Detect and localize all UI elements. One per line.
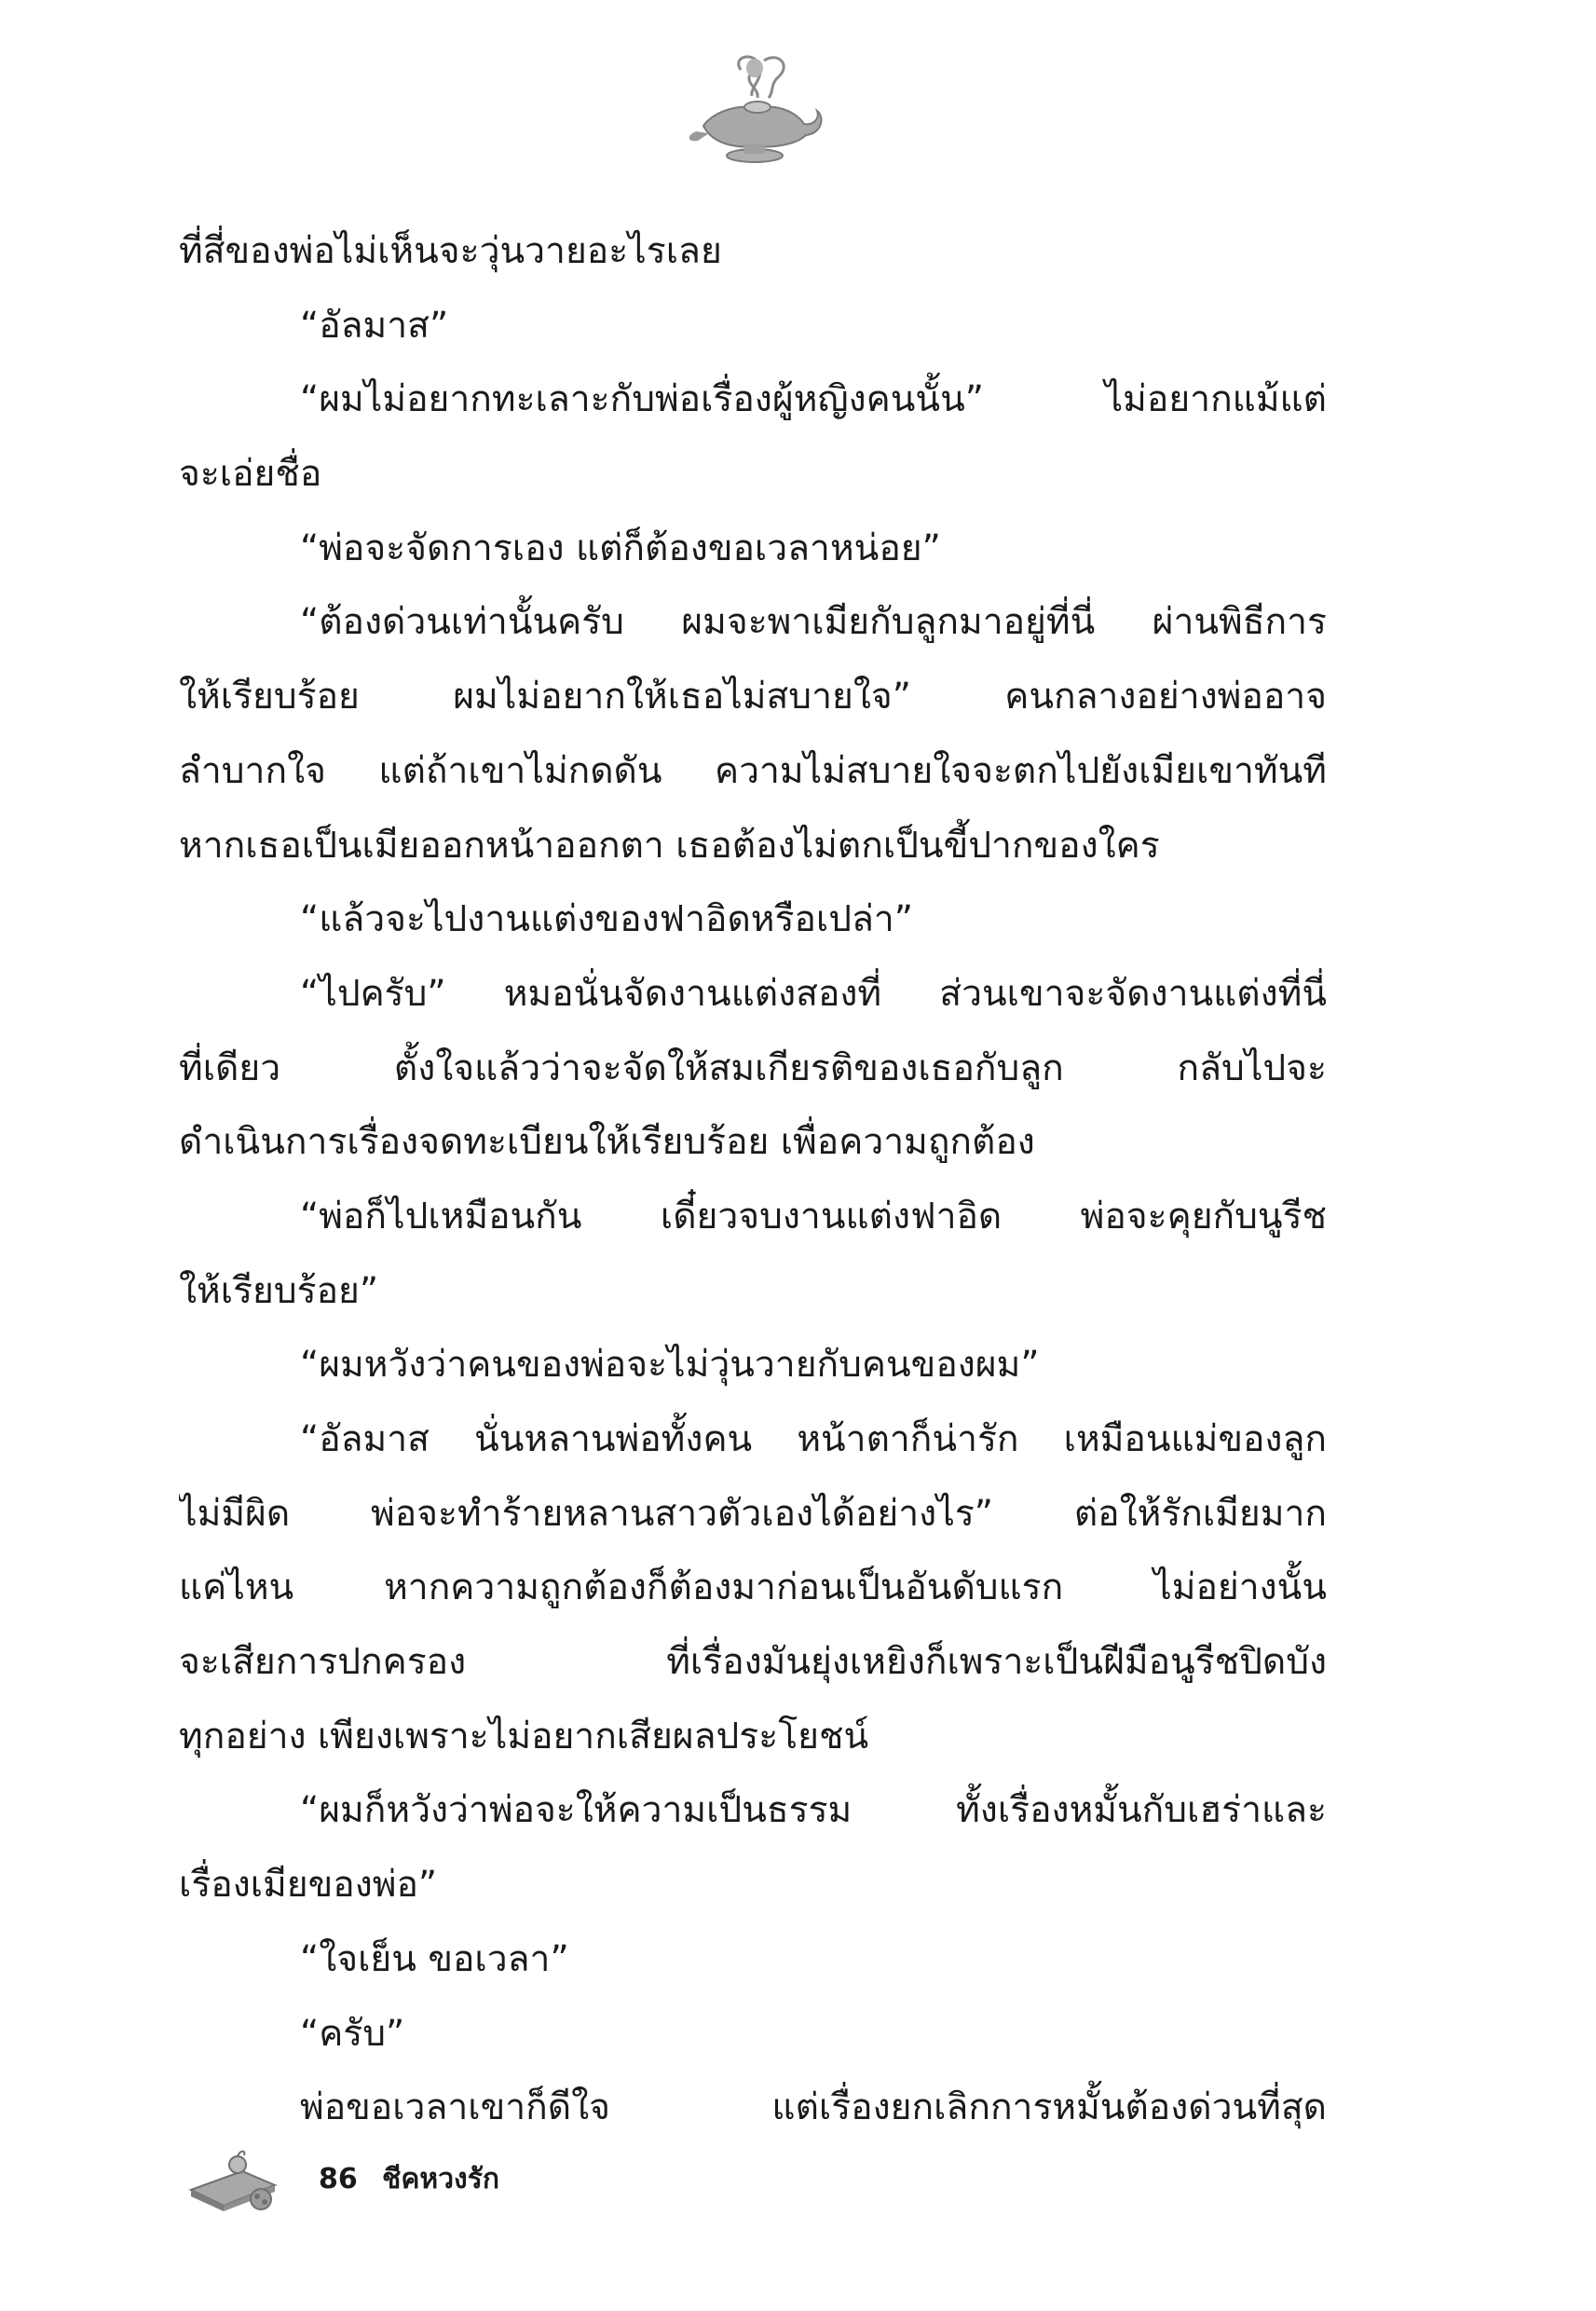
cake-slice-icon [186,2148,280,2213]
page-footer [186,2148,745,2213]
text-line: “ผมหวังว่าคนของพ่อจะไม่วุ่นวายกับคนของผม” [300,1344,1040,1387]
text-line: “อัลมาส” [300,304,449,347]
text-line: จะเสียการปกครอง ที่เรื่องมันยุ่งเหยิงก็เพราะเป็นฝีมือนูรีชปิดบัง [179,1641,1327,1684]
text-line: “ผมก็หวังว่าพ่อจะให้ความเป็นธรรม ทั้งเรื่องหมั้นกับเฮร่าและ [300,1789,1327,1832]
text-line: ลำบากใจ แต่ถ้าเขาไม่กดดัน ความไม่สบายใจจะตกไปยังเมียเขาทันที [179,749,1327,792]
text-line: ทุกอย่าง เพียงเพราะไม่อยากเสียผลประโยชน์ [179,1715,869,1757]
text-line: “ครับ” [300,2012,405,2055]
body-text [179,214,1327,2145]
text-line: “อัลมาส นั่นหลานพ่อทั้งคน หน้าตาก็น่ารัก เหมือนแม่ของลูก [300,1418,1327,1460]
text-line: ที่เดียว ตั้งใจแล้วว่าจะจัดให้สมเกียรติของเธอกับลูก กลับไปจะ [179,1046,1327,1089]
text-line: “ใจเย็น ขอเวลา” [300,1937,569,1980]
text-line: จะเอ่ยชื่อ [179,453,322,496]
text-line: หากเธอเป็นเมียออกหน้าออกตา เธอต้องไม่ตกเป็นขี้ปากของใคร [179,824,1160,867]
text-line: “พ่อก็ไปเหมือนกัน เดี๋ยวจบงานแต่งฟาอิด พ่อจะคุยกับนูรีช [300,1195,1327,1238]
book-title: ชีคหวงรัก [382,2163,499,2195]
text-line: ไม่มีผิด พ่อจะทำร้ายหลานสาวตัวเองได้อย่างไร” ต่อให้รักเมียมาก [179,1492,1327,1535]
text-line: “พ่อจะจัดการเอง แต่ก็ต้องขอเวลาหน่อย” [300,526,941,569]
text-line: พ่อขอเวลาเขาก็ดีใจ แต่เรื่องยกเลิกการหมั้นต้องด่วนที่สุด [300,2086,1327,2129]
text-line: เรื่องเมียของพ่อ” [179,1864,438,1907]
text-line: “ผมไม่อยากทะเลาะกับพ่อเรื่องผู้หญิงคนนั้น” ไม่อยากแม้แต่ [300,378,1327,421]
text-line: แค่ไหน หากความถูกต้องก็ต้องมาก่อนเป็นอันดับแรก ไม่อย่างนั้น [179,1566,1327,1609]
page-number: 86 [319,2163,358,2195]
text-line: ให้เรียบร้อย” [179,1269,379,1312]
text-line: “แล้วจะไปงานแต่งของฟาอิดหรือเปล่า” [300,898,913,941]
text-line: ดำเนินการเรื่องจดทะเบียนให้เรียบร้อย เพื่อความถูกต้อง [179,1121,1035,1164]
text-line: ที่สี่ของพ่อไม่เห็นจะวุ่นวายอะไรเลย [179,230,722,272]
text-line: “ไปครับ” หมอนั่นจัดงานแต่งสองที่ ส่วนเขาจะจัดงานแต่งที่นี่ [300,972,1327,1015]
text-line: “ต้องด่วนเท่านั้นครับ ผมจะพาเมียกับลูกมาอยู่ที่นี่ ผ่านพิธีการ [300,601,1327,644]
text-line: ให้เรียบร้อย ผมไม่อยากให้เธอไม่สบายใจ” คนกลางอย่างพ่ออาจ [179,676,1327,718]
magic-lamp-icon [685,51,825,168]
